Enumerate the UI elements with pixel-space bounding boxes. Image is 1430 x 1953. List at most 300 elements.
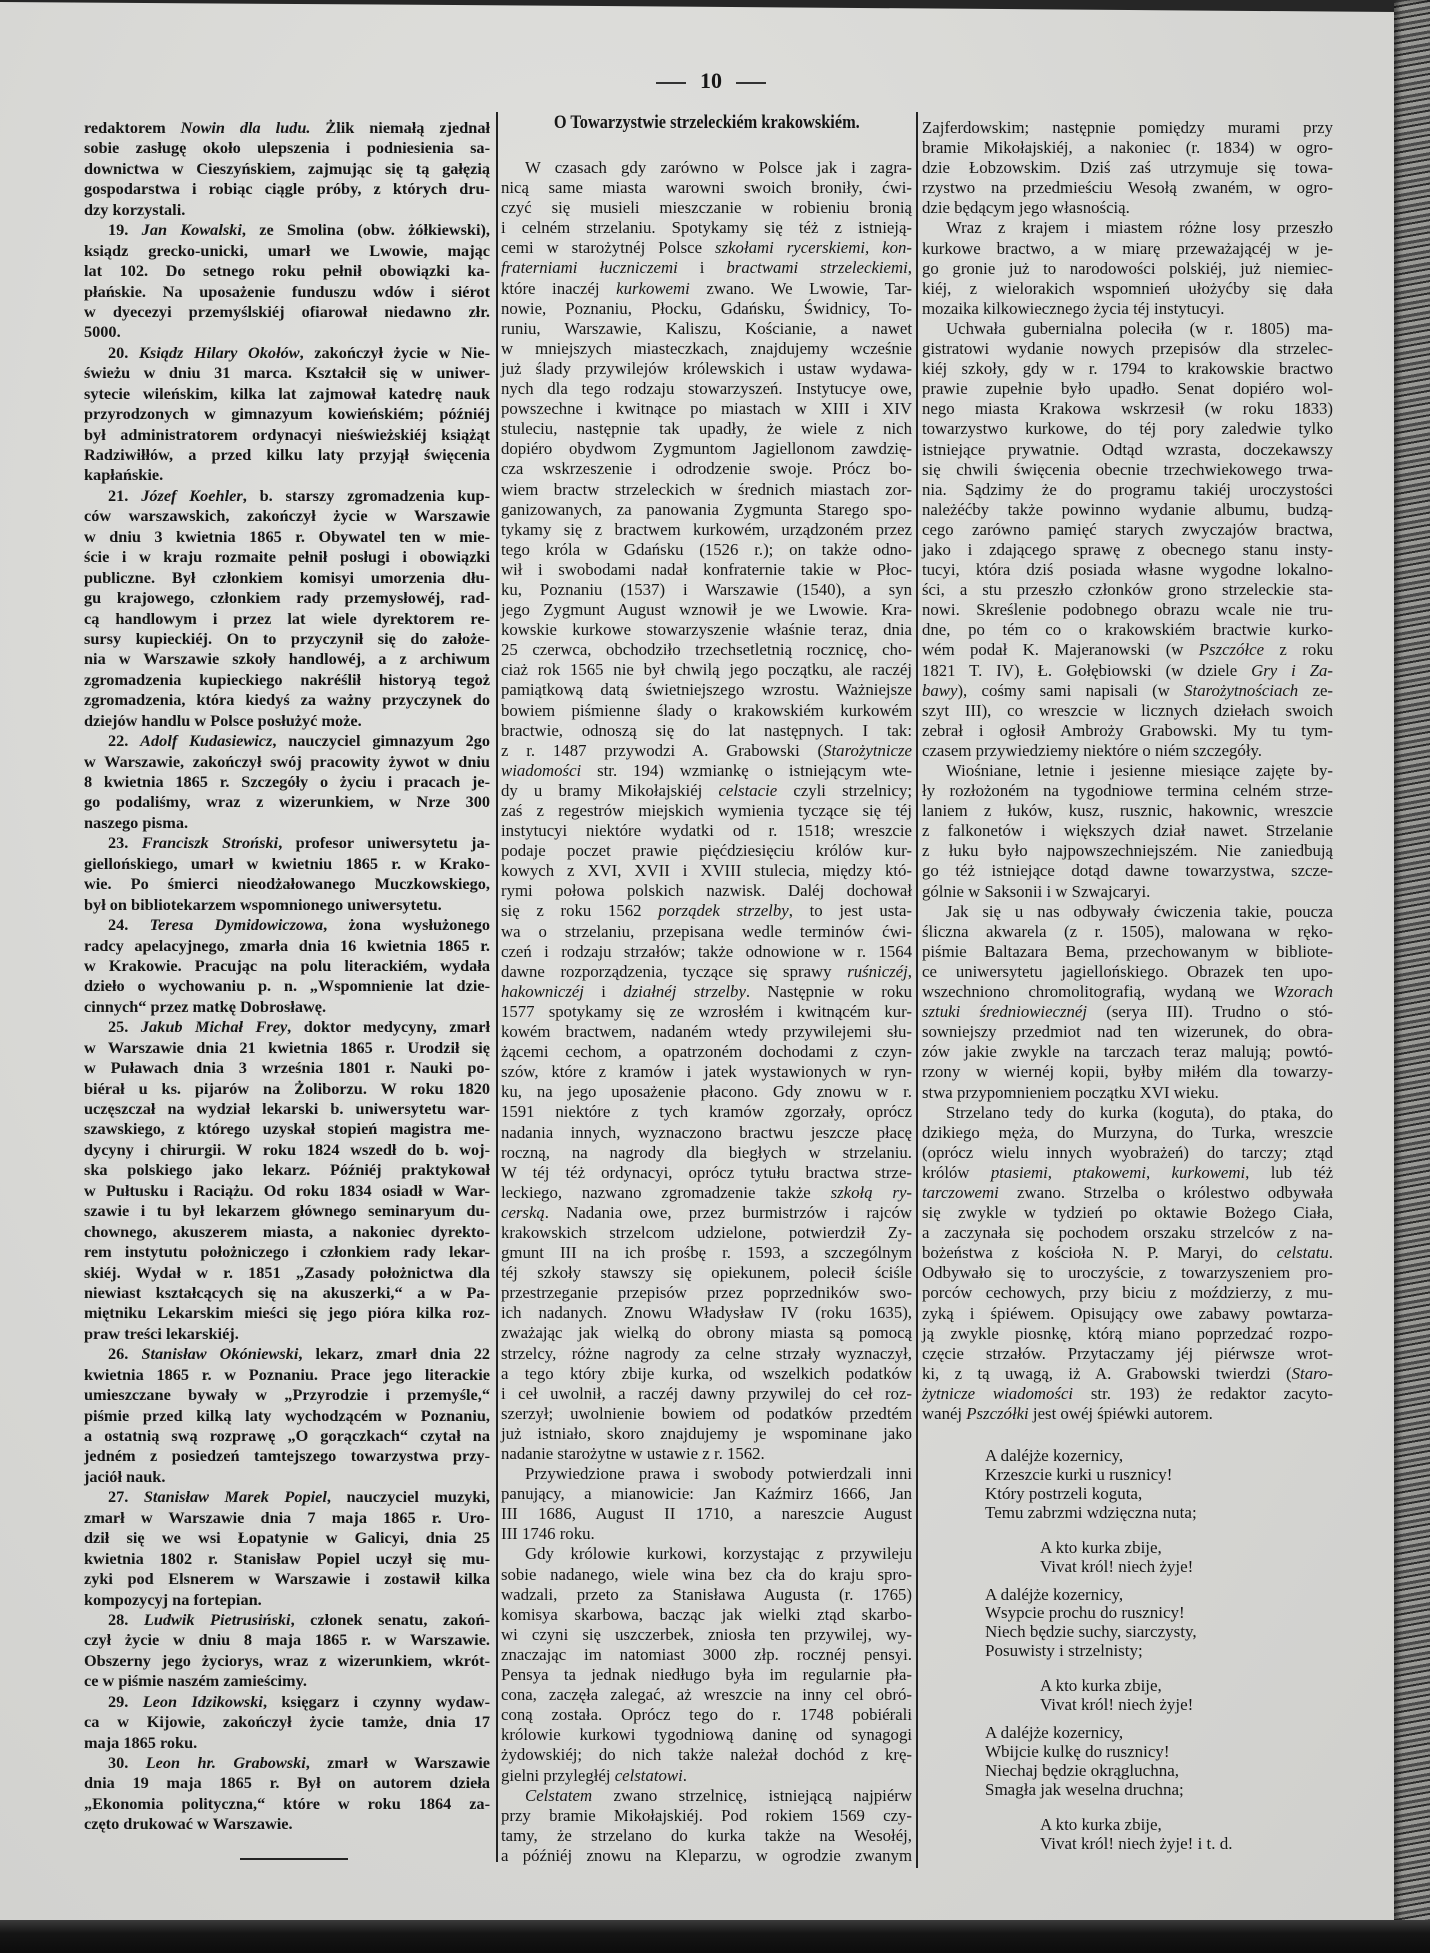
text-line — [922, 761, 1333, 781]
text-line — [501, 1303, 912, 1323]
text-run: już ślady przywilejów królewskich i ustaw wydawa- — [501, 358, 912, 378]
text-run: , — [1146, 1162, 1172, 1182]
text-line — [922, 259, 1333, 279]
text-line — [922, 218, 1333, 238]
text-run: coną została. Oprócz tego do r. 1748 pobiérali — [501, 1705, 912, 1725]
text-run: , doktor medycyny, zmarł — [287, 1017, 490, 1037]
italic-run: bractwami strzeleckiemi — [726, 258, 908, 278]
paragraph — [501, 1464, 912, 1544]
text-run: praw treści lekarskiéj. — [84, 1323, 239, 1343]
text-line — [501, 1243, 912, 1263]
text-line — [84, 1283, 490, 1303]
text-line — [922, 661, 1333, 681]
text-line — [501, 600, 912, 620]
text-run: gistratowi wydanie nowych przepisów dla strzelec- — [922, 339, 1333, 359]
paragraph — [922, 761, 1333, 902]
column-article-part-1 — [501, 158, 912, 1866]
text-run: czyli strzelnicy; — [777, 780, 912, 800]
text-run: cego zarówno pamięć starych zwyczajów bractwa, — [922, 519, 1333, 539]
text-run: ły rozłożoném na tygodniowe termina celném strze- — [922, 781, 1333, 801]
text-line — [501, 1605, 912, 1625]
italic-run: hakowniczéj — [501, 981, 584, 1001]
text-line — [501, 861, 912, 881]
text-line — [84, 670, 490, 690]
text-run: ce uniwersytetu jagiellońskiego. Obrazek ten upo- — [922, 961, 1333, 981]
text-line — [84, 1773, 490, 1793]
text-run: Zajferdowskim; następnie pomiędzy murami przy — [922, 118, 1333, 137]
text-line — [84, 1651, 490, 1671]
poem-line: Temu zabrzmi wdzięczna nuta; — [985, 1502, 1197, 1522]
text-line — [501, 580, 912, 600]
poem-line: Posuwisty i strzelnisty; — [985, 1641, 1143, 1661]
text-line — [922, 1384, 1333, 1404]
text-run: ), cośmy sami napisali (w — [957, 680, 1185, 700]
text-run: nia w Warszawie szkoły handlowéj, a z archiwum — [84, 649, 490, 669]
text-line — [922, 359, 1333, 379]
text-run: 19. — [108, 220, 142, 240]
text-line — [501, 1223, 912, 1243]
italic-run: działnéj strzelby — [623, 981, 746, 1001]
italic-run: celstatu — [1276, 1243, 1329, 1263]
text-run: str. 193) że redaktor zacyto- — [1073, 1383, 1334, 1403]
text-run: w Pułtusku i Raciążu. Od roku 1834 osiadł w War- — [84, 1180, 490, 1200]
poem-line: A daléjże kozernicy, — [985, 1723, 1124, 1743]
italic-run: Ludwik Pietrusiński — [143, 1609, 291, 1629]
text-line — [922, 1324, 1333, 1344]
italic-run: kurkowemi — [1171, 1162, 1246, 1182]
text-line — [84, 1181, 490, 1201]
text-line — [84, 1692, 490, 1712]
text-run: wi czyni się uszczerbek, zniosła ten przywilej, wy- — [501, 1624, 912, 1644]
text-line — [501, 1123, 912, 1143]
text-line — [501, 701, 912, 721]
text-run: żydowskiéj; do nich także należał dochód z krę- — [501, 1745, 912, 1765]
poem-refrain — [1040, 1815, 1233, 1853]
text-line — [501, 1665, 912, 1685]
italic-run: Józef Koehler — [141, 485, 243, 505]
text-line — [501, 198, 912, 218]
text-line — [922, 520, 1333, 540]
text-line — [84, 1610, 490, 1630]
text-line — [84, 997, 490, 1017]
text-run: redaktorem — [84, 118, 181, 137]
italic-run: kurkowemi — [616, 278, 690, 298]
text-run: wił i swobodami nadał konfraternie takie w Płoc- — [501, 559, 912, 579]
text-line — [922, 1304, 1333, 1324]
text-run: skiéj. Wydał w r. 1851 „Zasady położnictwa dla — [84, 1262, 490, 1282]
text-run: , lekarz, zmarł dnia 22 — [298, 1344, 490, 1364]
text-line — [84, 874, 490, 894]
poem-line: Wsypcie prochu do rusznicy! — [985, 1603, 1185, 1623]
poem-line: Vivat król! niech żyje! — [1040, 1695, 1194, 1715]
text-line — [922, 1143, 1333, 1163]
italic-run: Adolf Kudasiewicz — [140, 731, 273, 751]
text-run: nowie, Poznaniu, Płocku, Gdańsku, Świdnicy, To- — [501, 298, 912, 318]
italic-run: cerską — [501, 1202, 545, 1222]
text-line — [501, 560, 912, 580]
paragraph — [922, 1103, 1333, 1425]
text-run: Wraz z krajem i miastem różne losy przeszło — [946, 218, 1333, 238]
text-run: laniem z łuków, kusz, rusznic, hakownic, wreszcie — [922, 801, 1333, 821]
text-run: istniejące prywatnie. Odtąd wzrasta, doczekawszy — [922, 439, 1333, 459]
text-line — [922, 1042, 1333, 1062]
text-run: kurkowe bractwo, a w miarę przeważającéj w je- — [922, 238, 1333, 258]
text-line — [84, 1160, 490, 1180]
text-run: dycyny i chirurgii. W roku 1824 wszedł do b. woj- — [84, 1139, 490, 1159]
text-line — [501, 821, 912, 841]
text-line — [922, 500, 1333, 520]
text-line — [84, 752, 490, 772]
text-line — [501, 942, 912, 962]
italic-run: szkołami rycerskiemi, kon- — [715, 238, 913, 258]
text-run: Jak się u nas odbywały ćwiczenia takie, poucza — [946, 901, 1333, 921]
text-run: pamiątkową datą świetniejszego wzrostu. Ważniejsze — [501, 680, 912, 700]
italic-run: Pszczółki — [966, 1404, 1029, 1423]
text-line — [501, 419, 912, 439]
text-run: Przywiedzione prawa i swobody potwierdzali inni — [525, 1464, 912, 1484]
italic-run: sztuki średniowiecznéj — [922, 1002, 1088, 1022]
text-run: szerzył; uwolnienie bowiem od podatków przedtém — [501, 1403, 912, 1423]
text-run: dy u bramy Mikołajskiéj — [501, 780, 719, 800]
text-line — [501, 359, 912, 379]
paragraph — [84, 833, 490, 915]
text-line — [501, 1002, 912, 1022]
text-line — [922, 299, 1333, 319]
text-line — [84, 649, 490, 669]
paragraph — [84, 915, 490, 1017]
text-run: kowskie kurkowe stowarzyszenie właśnie teraz, dnia — [501, 620, 912, 640]
text-run: kiéj, z wielorakich wspomnień ułożyćby się dała — [922, 278, 1333, 298]
text-run: sursy kupieckiéj. On to przyczynił się do założe- — [84, 628, 490, 648]
article-title-text: O Towarzystwie strzeleckiém krakowskiém. — [553, 112, 860, 133]
text-line — [84, 1733, 490, 1753]
text-run: z falkonetów i większych dział nawet. Strzelanie — [922, 821, 1333, 841]
text-line — [501, 680, 912, 700]
italic-run: ptasiemi — [990, 1162, 1048, 1182]
text-line — [922, 902, 1333, 922]
text-run: się zwykle w tydzień po oktawie Bożego Ciała, — [922, 1203, 1333, 1223]
text-run: jest owéj śpiéwki autorem. — [1028, 1404, 1213, 1423]
text-run: sobie nadanego, wiele wina bez cła do kraju spro- — [501, 1564, 912, 1584]
text-run: kapłańskie. — [84, 465, 164, 485]
text-line — [501, 480, 912, 500]
text-run: gospodarstwa i robiąc ciągle próby, z których dru- — [84, 179, 490, 199]
text-line — [84, 976, 490, 996]
text-run: nowi. Skreślenie podobnego obrazu wcale nie tru- — [922, 600, 1333, 620]
text-line — [501, 1263, 912, 1283]
text-run: prawie zupełnie było upadło. Senat dopiéro wol- — [922, 379, 1333, 399]
italic-run: wiadomości — [501, 760, 582, 780]
poem-line: A kto kurka zbije, — [1040, 1814, 1162, 1834]
text-line — [501, 1464, 912, 1484]
column-rule — [496, 112, 498, 1862]
text-run: jaciół nauk. — [84, 1466, 166, 1486]
scan-bottom-edge — [0, 1920, 1430, 1953]
text-run: bożeństwa z kościoła N. P. Maryi, do — [922, 1243, 1277, 1263]
text-run: tykamy się z bractwem kurkowém, urządzoném przez — [501, 519, 912, 539]
text-run: a późniéj znowu na Kleparzu, w ogrodzie zwanym — [501, 1845, 912, 1865]
text-run: porców cechowych, przy biciu z moździerzy, z mu- — [922, 1283, 1333, 1303]
text-run: z roku — [1264, 640, 1333, 660]
text-run: ście i w kraju rozmaite pełnił posługi i obowiązki — [84, 547, 490, 567]
text-line — [84, 1263, 490, 1283]
poem-line: Który postrzeli koguta, — [985, 1483, 1143, 1503]
text-run: ce w piśmie naszém zamieścimy. — [84, 1671, 307, 1691]
text-run: 24. — [108, 915, 150, 935]
text-run: dopiéro obydwom Zygmuntom Jagiellonom zawdzię- — [501, 439, 912, 459]
text-run: w Warszawie dnia 21 kwietnia 1865 r. Urodził się — [84, 1037, 490, 1057]
text-run: Odbywało się to uroczyście, z towarzyszeniem pro- — [922, 1263, 1333, 1283]
text-run: gu krajowego, członkiem rady przemysłowéj, rad- — [84, 588, 490, 608]
text-line — [84, 138, 490, 158]
text-line — [84, 792, 490, 812]
text-run: 22. — [108, 731, 141, 751]
text-line — [922, 1203, 1333, 1223]
text-line — [922, 1344, 1333, 1364]
text-run: umieszczane bywały w „Przyrodzie i przemyśle,“ — [84, 1385, 490, 1405]
text-run: W czasach gdy zarówno w Polsce jak i zagra- — [525, 158, 912, 177]
text-line — [501, 1846, 912, 1866]
text-line — [501, 319, 912, 339]
text-line — [84, 1671, 490, 1691]
text-run: kwietnia 1865 r. w Poznaniu. Prace jego literackie — [84, 1364, 490, 1384]
text-line — [501, 459, 912, 479]
text-run: . — [1328, 1243, 1333, 1263]
text-run: . Następnie w roku — [745, 981, 912, 1001]
text-run: (serya III). Trudno o stó- — [1087, 1002, 1333, 1022]
text-line — [922, 540, 1333, 560]
italic-run: celstacie — [718, 780, 778, 800]
text-line — [501, 1565, 912, 1585]
poem-line: Wbijcie kulkę do rusznicy! — [985, 1742, 1170, 1762]
text-line — [84, 1508, 490, 1528]
text-run: kwietnia 1802 r. Stanisław Popiel uczył się mu- — [84, 1548, 490, 1568]
text-run: szawie i tu był lekarzem głównego seminaryum du- — [84, 1201, 490, 1221]
poem-stanza — [985, 1724, 1233, 1800]
poem-stanza — [985, 1447, 1233, 1523]
italic-run: bawy — [922, 680, 958, 700]
text-run: 1821 T. IV), Ł. Gołębiowski (w dziele — [922, 660, 1252, 680]
text-run: ki, z tą uwagą, iż A. Grabowski twierdzi ( — [922, 1363, 1292, 1383]
text-line — [84, 1753, 490, 1773]
text-run: dzie będącym jego własnością. — [922, 198, 1130, 218]
text-run: był on bibliotekarzem wspomnionego uniwersytetu. — [84, 894, 442, 914]
text-line — [501, 620, 912, 640]
poem-refrain — [1040, 1538, 1233, 1576]
text-line — [922, 580, 1333, 600]
text-run: dnia 19 maja 1865 r. Był on autorem dzieła — [84, 1773, 490, 1793]
column-article-part-2 — [922, 118, 1333, 1424]
paragraph — [84, 731, 490, 833]
text-run: powszechne i kwitnące po miastach w XIII i XIV — [501, 399, 912, 419]
text-run: z r. 1487 przywodzi A. Grabowski ( — [501, 740, 824, 760]
text-run: bramie Mikołajskiéj, a nakoniec (r. 1834) w ogro- — [922, 138, 1333, 158]
text-run: , profesor uniwersytetu ja- — [278, 833, 491, 853]
text-line — [84, 1365, 490, 1385]
text-run: dził się we wsi Łopatynie w Galicyi, dnia 25 — [84, 1528, 490, 1548]
text-run: jedném z posiedzeń tamtejszego towarzystwa przy- — [84, 1446, 490, 1466]
text-line — [84, 200, 490, 220]
italic-run: Celstatem — [525, 1785, 593, 1805]
text-run: panujący, a mianowicie: Jan Kaźmirz 1666, Jan — [501, 1484, 912, 1504]
column-rule — [916, 112, 918, 1868]
text-line — [501, 1163, 912, 1183]
text-line — [84, 915, 490, 935]
text-line — [922, 198, 1333, 218]
italic-run: Pszczółce — [1198, 640, 1265, 660]
paragraph — [84, 1610, 490, 1692]
text-run: , nauczyciel gimnazyum 2go — [272, 731, 491, 751]
text-run: Żlik niemałą zjednał — [310, 118, 490, 137]
text-line — [501, 1524, 912, 1544]
text-run: . Nadania owe, przez burmistrzów i rajców — [544, 1202, 912, 1222]
text-run: dawne rozporządzenia, tyczące się sprawy — [501, 961, 848, 981]
text-run: uczęszczał na wydział lekarski b. uniwersytetu war- — [84, 1099, 490, 1118]
text-line — [84, 1385, 490, 1405]
paragraph — [84, 1487, 490, 1610]
text-run: , — [907, 961, 912, 981]
text-run: czył życie w dniu 8 maja 1865 r. w Warszawie. — [84, 1630, 490, 1650]
italic-run: ruśniczéj — [847, 961, 908, 981]
text-run: stuleciu, następnie tak upadły, że wiele z nich — [501, 419, 912, 439]
text-run: się chwili święcenia obecnie trzechwiekowego trwa- — [922, 459, 1333, 479]
italic-run: Stanisław Marek Popiel — [143, 1487, 327, 1507]
text-run: W téj téż ordynacyi, oprócz tytułu bractwa strze- — [501, 1162, 912, 1182]
italic-run: Wzorach — [1273, 982, 1333, 1002]
text-line — [922, 640, 1333, 660]
text-line — [501, 1143, 912, 1163]
text-run: krakowskich strzelcom udzielone, potwierdził Zy- — [501, 1222, 912, 1242]
text-line — [501, 238, 912, 258]
paragraph — [84, 486, 490, 731]
paragraph — [501, 158, 912, 1464]
paragraph — [84, 1017, 490, 1344]
text-line — [84, 547, 490, 567]
poem-line: Niechaj będzie okrągluchna, — [985, 1760, 1179, 1780]
text-run: gmunt III na ich prośbę r. 1593, a szczególnym — [501, 1243, 912, 1263]
text-line — [501, 299, 912, 319]
paragraph — [84, 343, 490, 486]
text-run: stwa przypomnieniem początku XVI wieku. — [922, 1082, 1219, 1102]
text-line — [84, 588, 490, 608]
text-run: , — [907, 258, 912, 278]
text-run: (oprócz wielu innych wyobrażeń) do tarczy; ztąd — [922, 1142, 1333, 1162]
text-run: dziejów handlu w Polsce posłużyć może. — [84, 710, 362, 730]
poem-line: Smagła jak weselna druchna; — [985, 1779, 1184, 1799]
text-line — [501, 379, 912, 399]
text-line — [84, 813, 490, 833]
text-line — [84, 1712, 490, 1732]
text-run: rzystwo na przedmieściu Wesołą zwaném, w ogro- — [922, 178, 1333, 198]
text-run: runiu, Warszawie, Kaliszu, Kościanie, a nawet — [501, 318, 912, 338]
text-run: downictwa w Cieszyńskiem, zajmując się tą gałęzią — [84, 158, 490, 178]
text-run: szyt III), co wreszcie w licznych dziełach swoich — [922, 700, 1333, 720]
text-line — [922, 1062, 1333, 1082]
text-run: ich nadanych. Znowu Władysław IV (roku 1635), — [501, 1303, 912, 1323]
text-run: dzikiego męża, do Murzyna, do Turka, wreszcie — [922, 1122, 1333, 1142]
text-run: cinnych“ przez matkę Dobrosławę. — [84, 996, 327, 1016]
text-run: Uchwała gubernialna poleciła (w r. 1805) ma- — [946, 318, 1333, 338]
text-line — [84, 1058, 490, 1078]
paragraph — [501, 1786, 912, 1866]
text-line — [84, 404, 490, 424]
text-line — [501, 1384, 912, 1404]
poem-line: Vivat król! niech żyje! i t. d. — [1040, 1833, 1233, 1853]
italic-run: Starożytnościach — [1184, 680, 1299, 700]
text-line — [84, 1201, 490, 1221]
text-line — [84, 772, 490, 792]
text-run: jako i zdającego sprawę z obecnego stanu insty- — [922, 539, 1333, 559]
text-line — [501, 781, 912, 801]
text-run: piśmie przed kilką laty wychodzącém w Poznaniu, — [84, 1405, 490, 1425]
text-line — [922, 721, 1333, 741]
text-line — [922, 841, 1333, 861]
text-run: str. 194) wzmiankę o istniejącym wte- — [581, 760, 912, 780]
paragraph — [501, 1544, 912, 1785]
text-line — [501, 1022, 912, 1042]
text-run: instytucyi niektóre wydatki od r. 1518; wreszcie — [501, 821, 912, 841]
text-run: , zakończył życie w Nie- — [299, 342, 490, 362]
text-run: 29. — [108, 1691, 143, 1711]
text-run: czeń i rodzaju strzałów; także odnowione w r. 1564 — [501, 941, 912, 961]
text-line — [501, 640, 912, 660]
text-line — [501, 1806, 912, 1826]
italic-run: Jan Kowalski — [141, 220, 242, 240]
section-end-rule — [240, 1858, 348, 1860]
text-line — [501, 1444, 912, 1464]
text-line — [501, 721, 912, 741]
text-line — [84, 343, 490, 363]
text-line — [501, 439, 912, 459]
text-line — [922, 942, 1333, 962]
text-run: „Ekonomia polityczna,“ które w roku 1864 za- — [84, 1793, 490, 1813]
text-run: szawskiego, z którego uzyskał stopień magistra me- — [84, 1119, 490, 1139]
text-line — [922, 138, 1333, 158]
text-line — [84, 1794, 490, 1814]
text-line — [84, 1814, 490, 1834]
italic-run: szkołą ry- — [830, 1182, 913, 1202]
poem-line: A daléjże kozernicy, — [985, 1584, 1124, 1604]
text-line — [84, 486, 490, 506]
text-run: wszechniono chromolitografią, wydaną we — [922, 982, 1274, 1002]
text-run: naszego pisma. — [84, 812, 189, 832]
text-run: był administratorem ordynacyi nieświeżskiéj książąt — [84, 424, 490, 444]
text-run: kompozycyj na fortepian. — [84, 1589, 262, 1609]
paragraph — [84, 220, 490, 343]
text-run: , ze Smolina (obw. żółkiewski), — [241, 220, 491, 240]
text-line — [84, 282, 490, 302]
text-run: cemi w starożytnéj Polsce — [501, 238, 716, 258]
poem-refrain — [1040, 1676, 1233, 1714]
text-line — [84, 1140, 490, 1160]
text-line — [84, 465, 490, 485]
text-line — [922, 419, 1333, 439]
text-line — [922, 801, 1333, 821]
text-line — [84, 568, 490, 588]
italic-run: żytnicze wiadomości — [922, 1383, 1074, 1403]
text-run: mozaika kilkowiecznego życia téj instytucyi. — [922, 298, 1225, 318]
text-run: wa o strzelaniu, przepisana wedle terminów ćwi- — [501, 921, 912, 941]
text-line — [501, 741, 912, 761]
text-line — [84, 241, 490, 261]
text-line — [84, 1446, 490, 1466]
text-line — [501, 520, 912, 540]
page-number-text: 10 — [700, 68, 722, 93]
text-line — [922, 1243, 1333, 1263]
italic-run: ptakowemi — [1073, 1162, 1146, 1182]
text-run: leckiego, nazwano zgromadzenie także — [501, 1182, 831, 1202]
text-line — [922, 239, 1333, 259]
